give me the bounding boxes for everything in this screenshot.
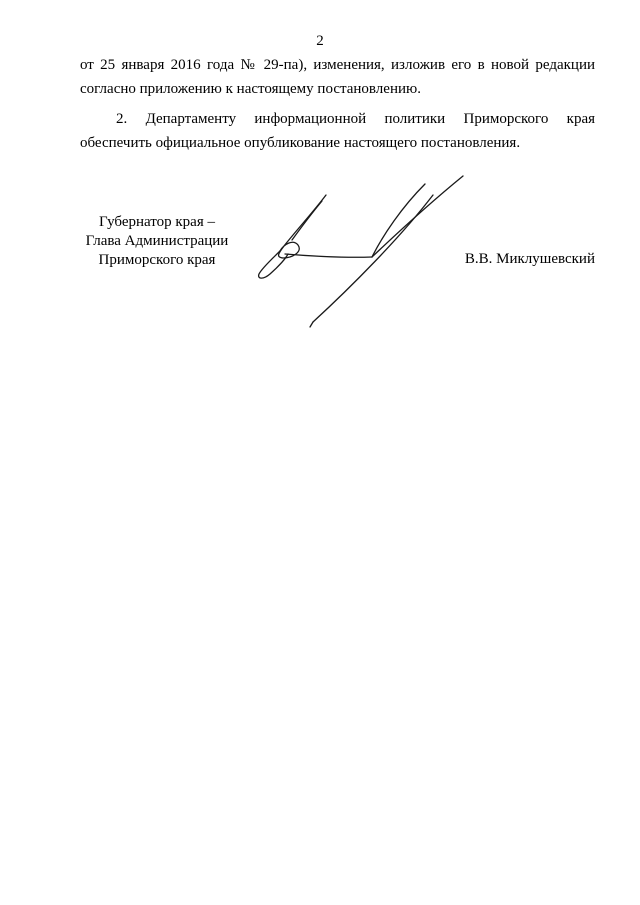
signer-title-line-1: Губернатор края –	[99, 214, 215, 230]
paragraph-2	[80, 107, 595, 155]
paragraph-1	[80, 53, 595, 101]
signature-strokes	[259, 176, 463, 327]
handwritten-signature	[250, 168, 470, 328]
paragraph-1-line-1: от 25 января 2016 года № 29-па), изменения, изложив его в новой редакции	[80, 57, 595, 73]
signer-title-line-2: Глава Администрации	[85, 233, 229, 249]
paragraph-1-line-2: согласно приложению к настоящему постановлению.	[80, 81, 421, 97]
signature-block	[0, 213, 640, 333]
paragraph-2-line-1: 2. Департаменту информационной политики Приморского края	[116, 111, 595, 127]
page-number: 2	[316, 33, 324, 49]
signer-title-line-3: Приморского края	[98, 252, 216, 268]
signer-name: В.В. Миклушевский	[464, 251, 595, 267]
signer-title	[82, 213, 232, 270]
paragraph-2-line-2: обеспечить официальное опубликование настоящего постановления.	[80, 135, 521, 151]
